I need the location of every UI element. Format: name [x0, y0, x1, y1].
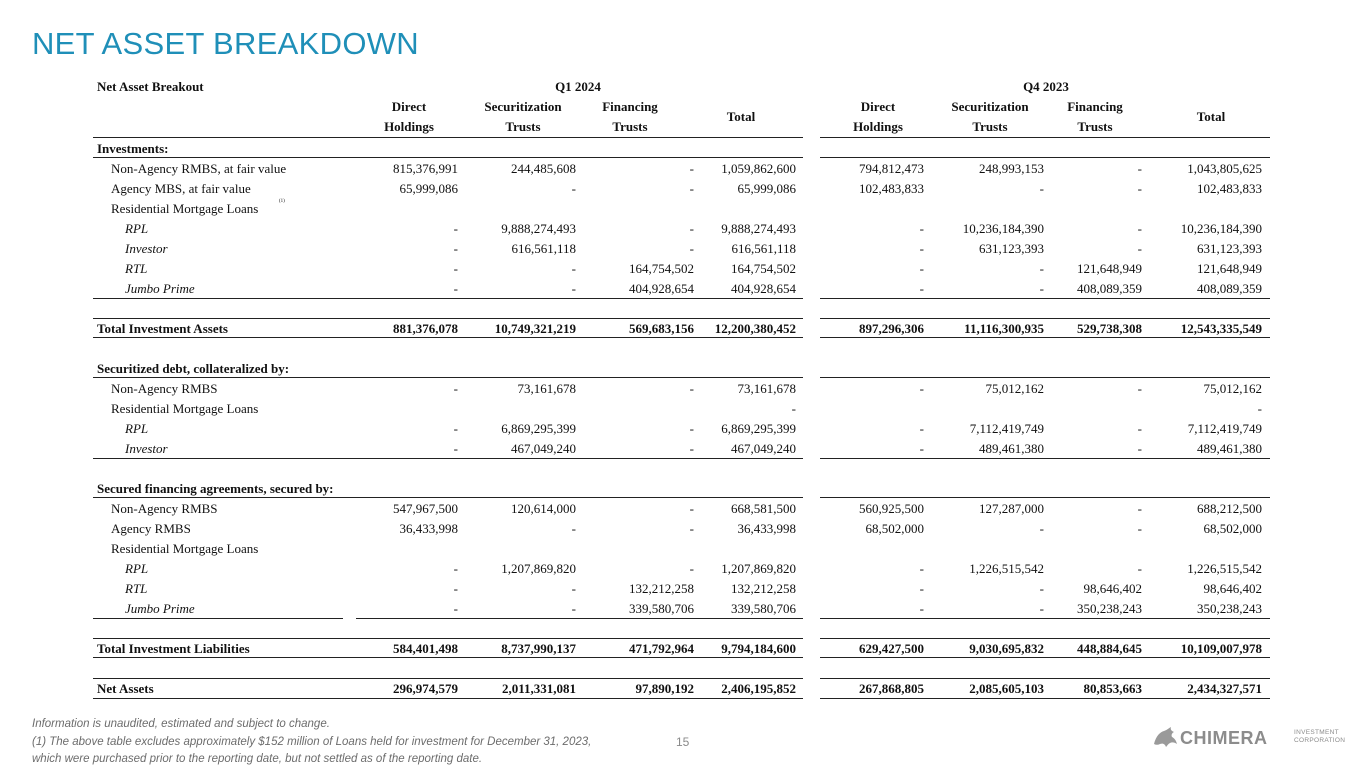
table-cell: 80,853,663 [1083, 681, 1142, 696]
table-cell: 350,238,243 [1077, 601, 1142, 616]
table-cell: - [919, 601, 924, 616]
column-header-line2: Trusts [1077, 119, 1113, 134]
table-cell: - [1137, 221, 1142, 236]
table-cell: 10,109,007,978 [1180, 641, 1262, 656]
table-cell: 6,869,295,399 [721, 421, 796, 436]
table-cell: 65,999,086 [399, 181, 458, 196]
table-cell: 8,737,990,137 [501, 641, 576, 656]
table-cell: 616,561,118 [511, 241, 576, 256]
rule-line [820, 678, 1270, 679]
table-cell: 12,200,380,452 [714, 321, 796, 336]
table-cell: - [919, 441, 924, 456]
table-cell: 65,999,086 [737, 181, 796, 196]
table-cell: 881,376,078 [393, 321, 458, 336]
column-header-line2: Holdings [853, 119, 903, 134]
table-cell: - [453, 561, 458, 576]
row-label: RPL [125, 221, 149, 236]
table-cell: 98,646,402 [1203, 581, 1262, 596]
table-cell: 350,238,243 [1197, 601, 1262, 616]
table-cell: - [453, 581, 458, 596]
table-cell: - [453, 441, 458, 456]
rule-line [820, 698, 1270, 699]
rule-line [820, 318, 1270, 319]
table-cell: - [689, 241, 694, 256]
column-header: Total [726, 109, 756, 124]
footnote-line: (1) The above table excludes approximately $152 million of Loans held for investment for December 31, 2023, [32, 735, 592, 748]
row-label: RTL [125, 581, 148, 596]
table-cell: 616,561,118 [731, 241, 796, 256]
table-cell: - [571, 601, 576, 616]
table-cell: - [919, 221, 924, 236]
table-cell: - [919, 241, 924, 256]
table-cell: 7,112,419,749 [1187, 421, 1262, 436]
rule-line [820, 377, 1270, 378]
table-cell: 164,754,502 [731, 261, 796, 276]
table-cell: - [1039, 181, 1044, 196]
table-cell: - [1039, 281, 1044, 296]
table-cell: 68,502,000 [865, 521, 924, 536]
table-cell: 1,207,869,820 [501, 561, 576, 576]
table-cell: 296,974,579 [393, 681, 458, 696]
table-cell: 75,012,162 [985, 381, 1044, 396]
rule-line [820, 337, 1270, 338]
row-label: Residential Mortgage Loans [111, 201, 259, 216]
column-header-line1: Financing [602, 99, 658, 114]
column-header-line2: Trusts [612, 119, 648, 134]
table-cell: 10,236,184,390 [962, 221, 1044, 236]
table-cell: - [1137, 381, 1142, 396]
table-cell: 7,112,419,749 [969, 421, 1044, 436]
company-logo [1152, 726, 1346, 750]
row-label: Non-Agency RMBS [111, 381, 218, 396]
table-cell: 1,226,515,542 [969, 561, 1044, 576]
table-cell: 794,812,473 [859, 161, 924, 176]
row-label: Agency RMBS [111, 521, 191, 536]
table-cell: - [689, 421, 694, 436]
table-cell: 629,427,500 [859, 641, 924, 656]
table-cell: 471,792,964 [629, 641, 694, 656]
table-cell: 121,648,949 [1197, 261, 1262, 276]
table-cell: - [571, 281, 576, 296]
table-cell: 120,614,000 [511, 501, 576, 516]
logo-sub-line2: CORPORATION [1294, 737, 1346, 744]
table-cell: 815,376,991 [393, 161, 458, 176]
table-cell: 467,049,240 [511, 441, 576, 456]
rule-line [820, 298, 1270, 299]
footnote-line: which were purchased prior to the reporting date, but not settled as of the reporting date. [32, 753, 483, 765]
row-label: Non-Agency RMBS, at fair value [111, 161, 287, 176]
table-cell: 132,212,258 [731, 581, 796, 596]
table-cell: - [689, 501, 694, 516]
table-cell: - [571, 261, 576, 276]
table-cell: - [571, 181, 576, 196]
table-cell: 631,123,393 [979, 241, 1044, 256]
row-label: Total Investment Liabilities [97, 641, 250, 656]
table-cell: 267,868,805 [859, 681, 924, 696]
column-header-line1: Direct [860, 99, 896, 114]
table-cell: 631,123,393 [1197, 241, 1262, 256]
table-cell: - [919, 261, 924, 276]
rule-line [93, 497, 803, 498]
logo-subtitle [1294, 729, 1346, 745]
table-cell: 489,461,380 [1197, 441, 1262, 456]
table-cell: - [453, 221, 458, 236]
table-cell: - [689, 161, 694, 176]
column-header-line1: Securitization [484, 99, 562, 114]
row-label: Investments: [97, 141, 169, 156]
table-cell: 9,030,695,832 [969, 641, 1044, 656]
rule-line [93, 377, 803, 378]
table-cell: 1,043,805,625 [1187, 161, 1262, 176]
table-cell: - [1137, 501, 1142, 516]
table-cell: 244,485,608 [511, 161, 576, 176]
table-cell: 10,749,321,219 [494, 321, 576, 336]
rule-line [93, 618, 343, 619]
table-cell: 569,683,156 [629, 321, 694, 336]
row-label: Investor [125, 241, 168, 256]
row-label: Non-Agency RMBS [111, 501, 218, 516]
table-cell: 668,581,500 [731, 501, 796, 516]
table-cell: 2,085,605,103 [969, 681, 1044, 696]
footnote-line: Information is unaudited, estimated and subject to change. [32, 718, 330, 730]
table-cell: - [689, 221, 694, 236]
table-cell: - [689, 181, 694, 196]
row-label: Agency MBS, at fair value [111, 181, 251, 196]
table-cell: - [453, 281, 458, 296]
period-header-q1-2024: Q1 2024 [555, 79, 601, 94]
table-cell: - [689, 521, 694, 536]
table-cell: 404,928,654 [629, 281, 694, 296]
logo-wordmark: CHIMERA [1180, 728, 1268, 748]
table-cell: 688,212,500 [1197, 501, 1262, 516]
column-header-line2: Trusts [972, 119, 1008, 134]
rule-line [93, 657, 803, 658]
rule-line [356, 618, 803, 619]
table-cell: 1,059,862,600 [721, 161, 796, 176]
table-cell: 102,483,833 [859, 181, 924, 196]
rule-line [820, 657, 1270, 658]
table-cell: 127,287,000 [979, 501, 1044, 516]
column-header-line1: Direct [391, 99, 427, 114]
table-cell: 339,580,706 [629, 601, 694, 616]
row-label: Investor [125, 441, 168, 456]
table-cell: - [919, 561, 924, 576]
row-label: RPL [125, 421, 149, 436]
table-cell: 10,236,184,390 [1180, 221, 1262, 236]
table-cell: - [453, 261, 458, 276]
table-cell: - [1137, 521, 1142, 536]
table-cell: - [1039, 601, 1044, 616]
table-cell: 97,890,192 [635, 681, 694, 696]
page-title: NET ASSET BREAKDOWN [32, 26, 419, 61]
table-cell: - [919, 421, 924, 436]
table-cell: - [689, 381, 694, 396]
table-cell: 11,116,300,935 [964, 321, 1044, 336]
table-cell: - [1039, 581, 1044, 596]
table-cell: 2,011,331,081 [501, 681, 576, 696]
row-label: Residential Mortgage Loans [111, 401, 259, 416]
table-cell: 448,884,645 [1077, 641, 1142, 656]
row-label: Secured financing agreements, secured by: [97, 481, 334, 496]
table-cell: - [453, 421, 458, 436]
header-rule [820, 137, 1270, 138]
table-cell: - [1039, 521, 1044, 536]
table-cell: - [919, 381, 924, 396]
row-label: RPL [125, 561, 149, 576]
table-cell: - [1137, 441, 1142, 456]
rule-line [820, 157, 1270, 158]
table-cell: 489,461,380 [979, 441, 1044, 456]
table-cell: - [919, 581, 924, 596]
table-cell: 164,754,502 [629, 261, 694, 276]
table-cell: - [689, 441, 694, 456]
table-cell: 36,433,998 [399, 521, 458, 536]
column-header-line1: Financing [1067, 99, 1123, 114]
column-header-line2: Trusts [505, 119, 541, 134]
column-header-line2: Holdings [384, 119, 434, 134]
table-cell: - [791, 401, 796, 416]
rule-line [820, 618, 1270, 619]
row-label: RTL [125, 261, 148, 276]
table-cell: - [571, 581, 576, 596]
table-cell: 248,993,153 [979, 161, 1044, 176]
table-cell: - [1257, 401, 1262, 416]
table-cell: - [571, 521, 576, 536]
rule-line [93, 337, 803, 338]
table-cell: - [1137, 241, 1142, 256]
period-header-q4-2023: Q4 2023 [1023, 79, 1069, 94]
rule-line [93, 458, 803, 459]
table-cell: 9,888,274,493 [721, 221, 796, 236]
table-cell: 897,296,306 [859, 321, 924, 336]
chimera-creature-icon [1152, 726, 1178, 748]
rule-line [820, 458, 1270, 459]
table-cell: 1,226,515,542 [1187, 561, 1262, 576]
table-cell: 132,212,258 [629, 581, 694, 596]
row-label: Securitized debt, collateralized by: [97, 361, 290, 376]
table-cell: 584,401,498 [393, 641, 458, 656]
rule-line [820, 638, 1270, 639]
rule-line [93, 298, 803, 299]
table-cell: - [1137, 561, 1142, 576]
table-cell: 9,794,184,600 [721, 641, 796, 656]
table-cell: 6,869,295,399 [501, 421, 576, 436]
rule-line [93, 157, 803, 158]
table-cell: 408,089,359 [1077, 281, 1142, 296]
rule-line [93, 678, 803, 679]
table-label: Net Asset Breakout [97, 79, 204, 94]
table-cell: 404,928,654 [731, 281, 796, 296]
table-cell: 467,049,240 [731, 441, 796, 456]
table-cell: 339,580,706 [731, 601, 796, 616]
table-cell: - [453, 381, 458, 396]
table-cell: 9,888,274,493 [501, 221, 576, 236]
table-cell: - [1137, 161, 1142, 176]
table-cell: 12,543,335,549 [1180, 321, 1262, 336]
column-header-line1: Securitization [951, 99, 1029, 114]
column-header: Total [1196, 109, 1226, 124]
table-cell: 1,207,869,820 [721, 561, 796, 576]
table-cell: - [453, 241, 458, 256]
row-label: Net Assets [97, 681, 154, 696]
table-cell: 408,089,359 [1197, 281, 1262, 296]
table-cell: 36,433,998 [737, 521, 796, 536]
table-cell: 73,161,678 [517, 381, 576, 396]
table-cell: 75,012,162 [1203, 381, 1262, 396]
table-cell: 102,483,833 [1197, 181, 1262, 196]
table-cell: - [919, 281, 924, 296]
row-label: Jumbo Prime [125, 281, 195, 296]
table-cell: - [1039, 261, 1044, 276]
logo-sub-line1: INVESTMENT [1294, 729, 1339, 736]
footnotes [32, 716, 591, 769]
table-cell: 98,646,402 [1083, 581, 1142, 596]
row-label: Total Investment Assets [97, 321, 228, 336]
table-cell: 2,434,327,571 [1187, 681, 1262, 696]
table-cell: 2,406,195,852 [721, 681, 796, 696]
rule-line [93, 318, 803, 319]
row-label: Jumbo Prime [125, 601, 195, 616]
table-cell: - [689, 561, 694, 576]
rule-line [93, 698, 803, 699]
table-cell: 68,502,000 [1203, 521, 1262, 536]
rule-line [820, 497, 1270, 498]
table-cell: - [1137, 421, 1142, 436]
page-number: 15 [676, 735, 690, 749]
footnote-marker: (1) [279, 199, 285, 204]
header-rule [93, 137, 803, 138]
table-cell: 73,161,678 [737, 381, 796, 396]
table-cell: 560,925,500 [859, 501, 924, 516]
row-label: Residential Mortgage Loans [111, 541, 259, 556]
rule-line [93, 638, 803, 639]
table-cell: 529,738,308 [1077, 321, 1142, 336]
table-cell: - [453, 601, 458, 616]
table-cell: 121,648,949 [1077, 261, 1142, 276]
table-cell: - [1137, 181, 1142, 196]
table-cell: 547,967,500 [393, 501, 458, 516]
